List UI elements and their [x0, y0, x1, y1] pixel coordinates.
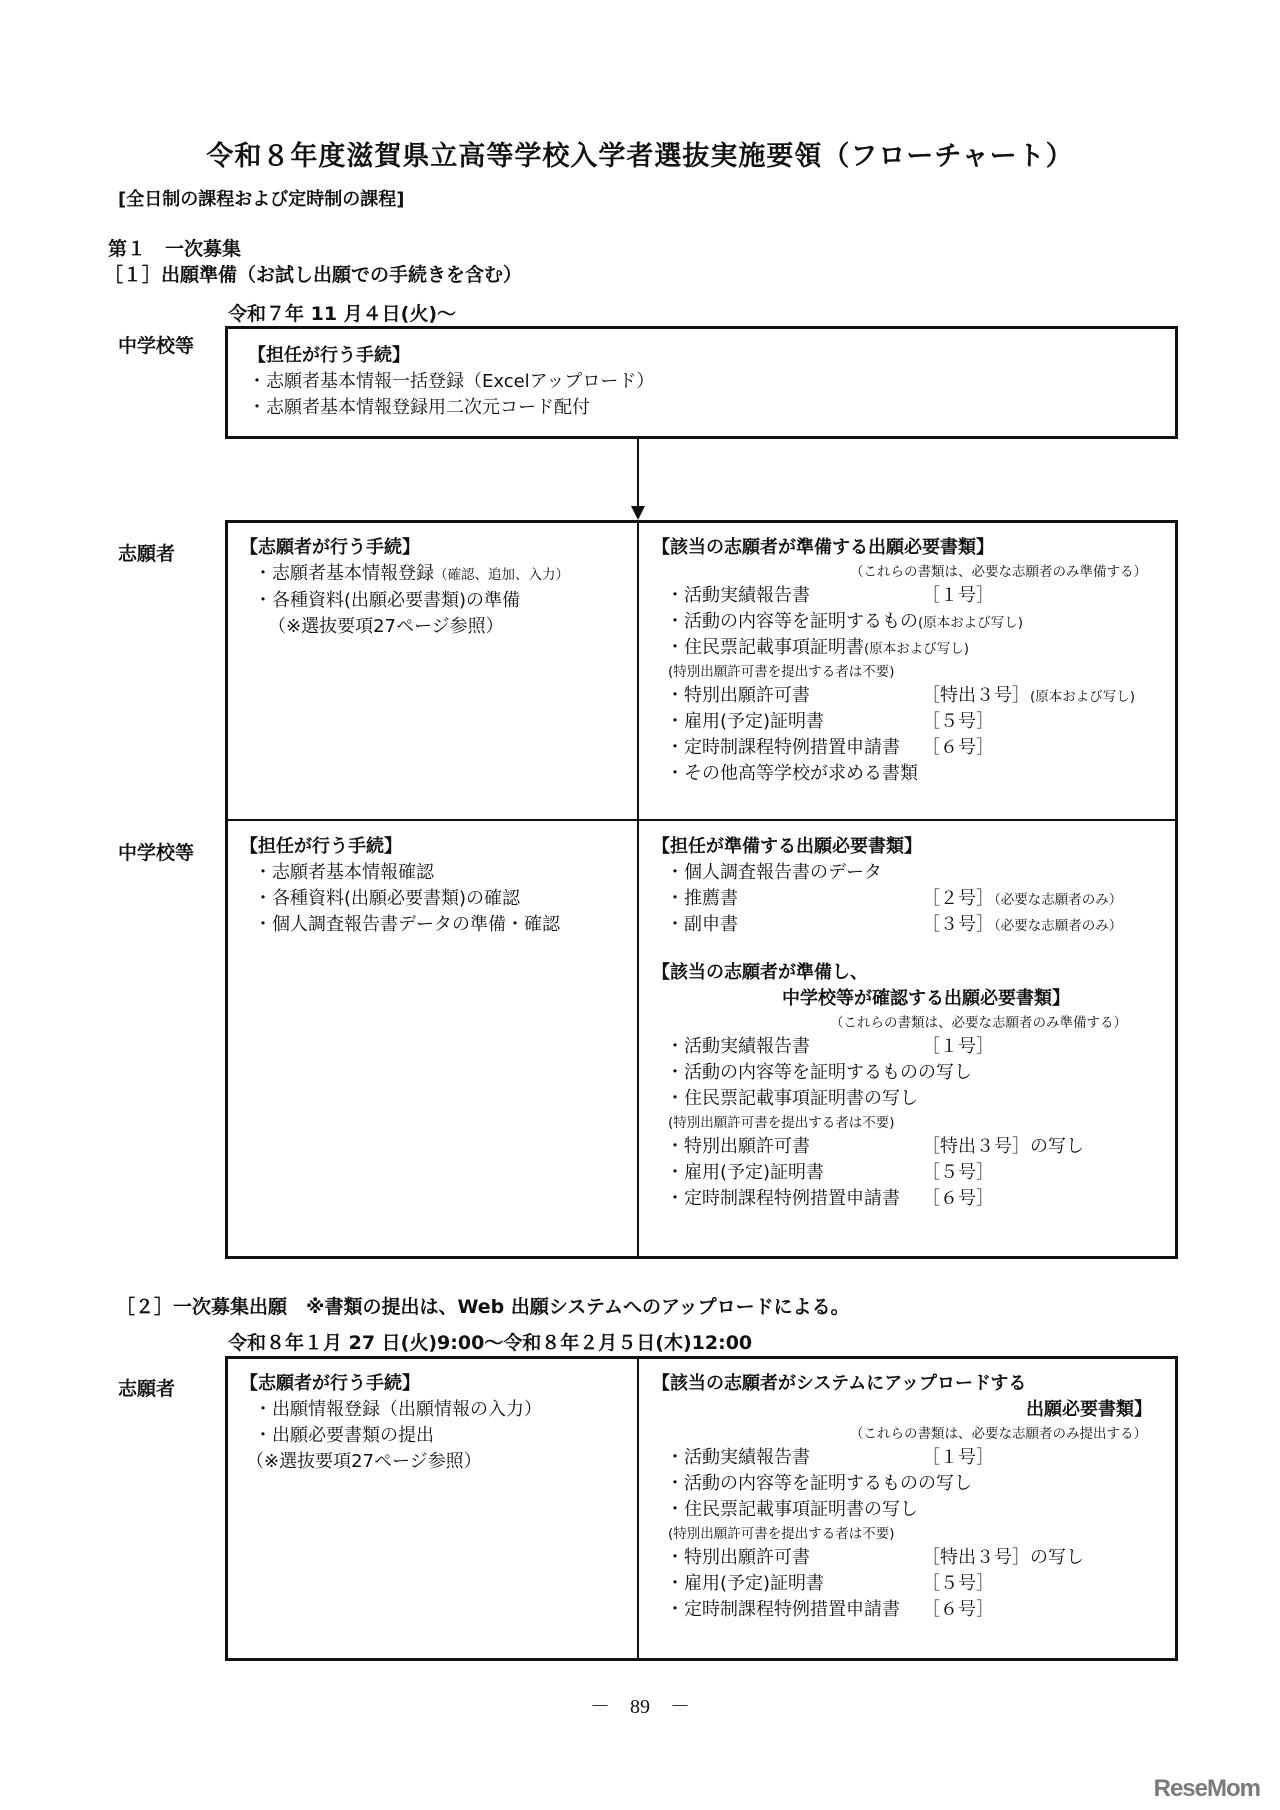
course-subtitle: [全日制の課程および定時制の課程]: [118, 189, 405, 210]
cell-subnote: （これらの書類は、必要な志願者のみ提出する）: [850, 1426, 1147, 1442]
item-text: ・活動実績報告書: [666, 1036, 810, 1057]
column-divider: [637, 1356, 639, 1661]
form-code: ［５号］: [922, 1573, 994, 1594]
cell-header: 【担任が行う手続】: [240, 836, 402, 857]
spacer: [652, 938, 1167, 960]
list-item: [652, 860, 1167, 886]
school-procedures: [240, 834, 560, 938]
list-item: ・各種資料(出願必要書類)の確認: [254, 888, 521, 909]
item-text: ・雇用(予定)証明書: [666, 711, 825, 732]
item-text: ・個人調査報告書のデータ: [666, 862, 882, 883]
cell-header-2: 【該当の志願者が準備し、: [652, 962, 868, 983]
cell-header-cont: 出願必要書類】: [1026, 1399, 1152, 1420]
cell-subnote: （これらの書類は、必要な志願者のみ準備する）: [830, 1015, 1127, 1031]
item-text: ・定時制課程特例措置申請書: [666, 737, 900, 758]
item-text: ・住民票記載事項証明書の写し: [666, 1499, 918, 1520]
item-text: ・特別出願許可書: [666, 1136, 810, 1157]
list-item: [652, 683, 1167, 709]
form-code: ［６号］: [922, 1599, 994, 1620]
item-text: ・副申書: [666, 914, 738, 935]
list-item: [652, 635, 1167, 661]
list-item: （※選抜要項27ページ参照）: [268, 616, 504, 637]
resemom-logo: ReseMom: [1153, 1775, 1260, 1802]
form-code: ［１号］: [922, 1447, 994, 1468]
item-text: ・活動実績報告書: [666, 585, 810, 606]
list-item: [652, 609, 1167, 635]
item-text: ・雇用(予定)証明書: [666, 1573, 825, 1594]
section-heading: 第１ 一次募集: [108, 238, 242, 260]
list-item: [652, 1497, 1167, 1523]
form-code: ［６号］: [922, 1188, 994, 1209]
cell-header: 【担任が準備する出願必要書類】: [652, 836, 922, 857]
item-text: ・特別出願許可書: [666, 685, 810, 706]
box-header: 【担任が行う手続】: [248, 345, 410, 366]
list-item: ・個人調査報告書データの準備・確認: [254, 914, 560, 935]
page-title: 令和８年度滋賀県立高等学校入学者選抜実施要領（フローチャート）: [206, 141, 1074, 172]
item-text: ・定時制課程特例措置申請書: [666, 1599, 900, 1620]
form-code: [922, 683, 1135, 710]
form-code: [922, 912, 1122, 939]
column-divider: [637, 520, 639, 1259]
item-text: ・住民票記載事項証明書の写し: [666, 1088, 918, 1109]
item-note: (原本および写し): [864, 641, 970, 657]
item-note: （必要な志願者のみ）: [994, 892, 1123, 908]
part1-heading: ［１］出願準備（お試し出願での手続きを含む）: [104, 264, 523, 286]
form-code: ［特出３号］の写し: [922, 1547, 1084, 1568]
actor-label-applicant: 志願者: [118, 543, 176, 565]
actor-label-school: 中学校等: [118, 842, 195, 864]
item-note: (原本および写し): [918, 615, 1024, 631]
list-item: [652, 583, 1167, 609]
item-text: ・活動の内容等を証明するものの写し: [666, 1062, 972, 1083]
item-note: (原本および写し): [1030, 689, 1136, 705]
cell-header: 【該当の志願者がシステムにアップロードする: [652, 1373, 1027, 1394]
item-text: ・活動実績報告書: [666, 1447, 810, 1468]
list-note: (特別出願許可書を提出する者は不要): [668, 1526, 895, 1542]
cell-header: 【志願者が行う手続】: [240, 537, 420, 558]
flow-box-school-initial: [225, 326, 1178, 439]
list-note: (特別出願許可書を提出する者は不要): [668, 664, 895, 680]
list-item: [652, 1060, 1167, 1086]
list-note: (特別出願許可書を提出する者は不要): [668, 1115, 895, 1131]
list-item: [652, 912, 1167, 938]
item-text: ・雇用(予定)証明書: [666, 1162, 825, 1183]
cell-header: 【該当の志願者が準備する出願必要書類】: [652, 537, 994, 558]
item-note: （確認、追加、入力）: [434, 567, 569, 583]
list-item: ・出願情報登録（出願情報の入力）: [254, 1399, 542, 1420]
item-text: ・志願者基本情報登録: [254, 563, 434, 584]
list-item: [652, 1086, 1167, 1112]
arrow-down-icon: [631, 506, 645, 520]
list-item: [652, 1186, 1167, 1212]
list-item: [652, 886, 1167, 912]
actor-label-school: 中学校等: [118, 335, 195, 357]
box-content: [248, 343, 654, 421]
item-text: ・住民票記載事項証明書: [666, 637, 864, 658]
item-text: ・推薦書: [666, 888, 738, 909]
list-item: ・志願者基本情報登録用二次元コード配付: [248, 397, 590, 418]
list-item: [652, 1545, 1167, 1571]
item-text: ・定時制課程特例措置申請書: [666, 1188, 900, 1209]
form-code: ［５号］: [922, 711, 994, 732]
list-item: [652, 1471, 1167, 1497]
form-code-text: ［特出３号］: [922, 685, 1030, 706]
list-item: [652, 761, 1167, 787]
list-item: [652, 1445, 1167, 1471]
item-note: （必要な志願者のみ）: [994, 918, 1123, 934]
list-item: ・出願必要書類の提出: [254, 1425, 434, 1446]
list-item: （※選抜要項27ページ参照）: [246, 1451, 482, 1472]
form-code: ［１号］: [922, 1036, 994, 1057]
form-code: [922, 886, 1122, 913]
item-text: ・活動の内容等を証明するもの: [666, 611, 918, 632]
form-code: ［６号］: [922, 737, 994, 758]
applicant-procedures: [240, 535, 569, 640]
list-item: [652, 1597, 1167, 1623]
upload-documents: [652, 1371, 1167, 1623]
list-item: [240, 561, 569, 588]
form-code: ［１号］: [922, 585, 994, 606]
list-item: [652, 709, 1167, 735]
list-item: ・志願者基本情報確認: [254, 862, 434, 883]
flow-arrow-line: [637, 438, 639, 510]
list-item: [652, 1034, 1167, 1060]
part2-date: 令和８年１月 27 日(火)9:00～令和８年２月５日(木)12:00: [228, 1332, 753, 1354]
actor-label-applicant: 志願者: [118, 1378, 176, 1400]
applicant-documents: [652, 535, 1167, 787]
applicant-procedures: [240, 1371, 542, 1475]
cell-subnote: （これらの書類は、必要な志願者のみ準備する）: [850, 564, 1147, 580]
item-text: ・特別出願許可書: [666, 1547, 810, 1568]
cell-header: 【志願者が行う手続】: [240, 1373, 420, 1394]
part1-date: 令和７年 11 月４日(火)～: [228, 303, 457, 325]
list-item: [652, 1134, 1167, 1160]
form-code: ［５号］: [922, 1162, 994, 1183]
list-item: [652, 735, 1167, 761]
form-code: ［特出３号］の写し: [922, 1136, 1084, 1157]
item-text: ・その他高等学校が求める書類: [666, 763, 918, 784]
list-item: [652, 1160, 1167, 1186]
part2-heading: ［２］一次募集出願 ※書類の提出は、Web 出願システムへのアップロードによる。: [116, 1296, 850, 1318]
cell-header-2-cont: 中学校等が確認する出願必要書類】: [782, 988, 1070, 1009]
form-code-text: ［２号］: [922, 888, 994, 909]
list-item: ・各種資料(出願必要書類)の準備: [254, 590, 521, 611]
form-code-text: ［３号］: [922, 914, 994, 935]
list-item: [652, 1571, 1167, 1597]
school-documents: [652, 834, 1167, 1212]
page-number: － 89 －: [590, 1696, 690, 1718]
list-item: ・志願者基本情報一括登録（Excelアップロード）: [248, 371, 655, 392]
item-text: ・活動の内容等を証明するものの写し: [666, 1473, 972, 1494]
row-divider: [225, 819, 1178, 821]
